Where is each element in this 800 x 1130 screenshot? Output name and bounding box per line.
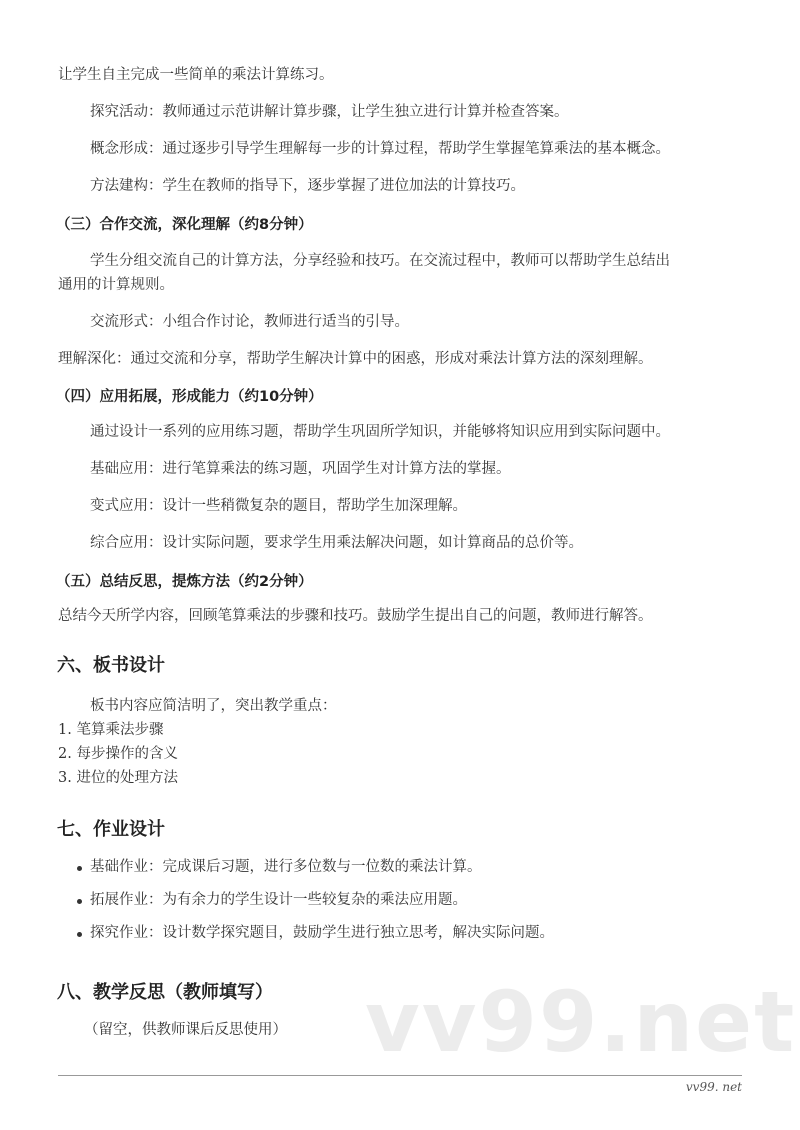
- paragraph: 综合应用：设计实际问题，要求学生用乘法解决问题，如计算商品的总价等。: [90, 535, 583, 551]
- paragraph: 学生分组交流自己的计算方法，分享经验和技巧。在交流过程中，教师可以帮助学生总结出: [90, 253, 670, 269]
- section-heading: （五）总结反思，提炼方法（约2分钟）: [56, 574, 313, 590]
- bullet-icon: [77, 866, 82, 871]
- bullet-icon: [77, 899, 82, 904]
- paragraph: 交流形式：小组合作讨论，教师进行适当的引导。: [90, 314, 409, 330]
- paragraph: 板书内容应简洁明了，突出教学重点：: [90, 698, 337, 714]
- board-design-heading: 六、板书设计: [57, 655, 165, 676]
- list-item: 2. 每步操作的含义: [58, 746, 178, 762]
- paragraph: 概念形成：通过逐步引导学生理解每一步的计算过程，帮助学生掌握笔算乘法的基本概念。: [90, 141, 670, 157]
- footer-site: vv99. net: [685, 1080, 742, 1094]
- section-heading: （四）应用拓展，形成能力（约10分钟）: [56, 389, 323, 405]
- paragraph: 探究活动：教师通过示范讲解计算步骤，让学生独立进行计算并检查答案。: [90, 104, 569, 120]
- reflection-heading: 八、教学反思（教师填写）: [57, 982, 273, 1003]
- section-heading: （三）合作交流，深化理解（约8分钟）: [56, 217, 313, 233]
- paragraph: 让学生自主完成一些简单的乘法计算练习。: [58, 67, 334, 83]
- paragraph: 理解深化：通过交流和分享，帮助学生解决计算中的困惑，形成对乘法计算方法的深刻理解。: [58, 351, 653, 367]
- paragraph: （留空，供教师课后反思使用）: [84, 1022, 287, 1038]
- paragraph: 方法建构：学生在教师的指导下，逐步掌握了进位加法的计算技巧。: [90, 178, 525, 194]
- list-item: 基础作业：完成课后习题，进行多位数与一位数的乘法计算。: [90, 859, 482, 875]
- footer-divider: [58, 1075, 742, 1076]
- bullet-icon: [77, 932, 82, 937]
- watermark: vv99.net: [365, 973, 797, 1071]
- homework-heading: 七、作业设计: [57, 819, 165, 840]
- paragraph: 总结今天所学内容，回顾笔算乘法的步骤和技巧。鼓励学生提出自己的问题，教师进行解答。: [58, 608, 653, 624]
- paragraph: 变式应用：设计一些稍微复杂的题目，帮助学生加深理解。: [90, 498, 467, 514]
- paragraph: 基础应用：进行笔算乘法的练习题，巩固学生对计算方法的掌握。: [90, 461, 511, 477]
- list-item: 1. 笔算乘法步骤: [58, 722, 164, 738]
- list-item: 探究作业：设计数学探究题目，鼓励学生进行独立思考，解决实际问题。: [90, 925, 554, 941]
- list-item: 3. 进位的处理方法: [58, 770, 178, 786]
- list-item: 拓展作业：为有余力的学生设计一些较复杂的乘法应用题。: [90, 892, 467, 908]
- paragraph: 通过设计一系列的应用练习题，帮助学生巩固所学知识，并能够将知识应用到实际问题中。: [90, 424, 670, 440]
- paragraph: 通用的计算规则。: [58, 277, 174, 293]
